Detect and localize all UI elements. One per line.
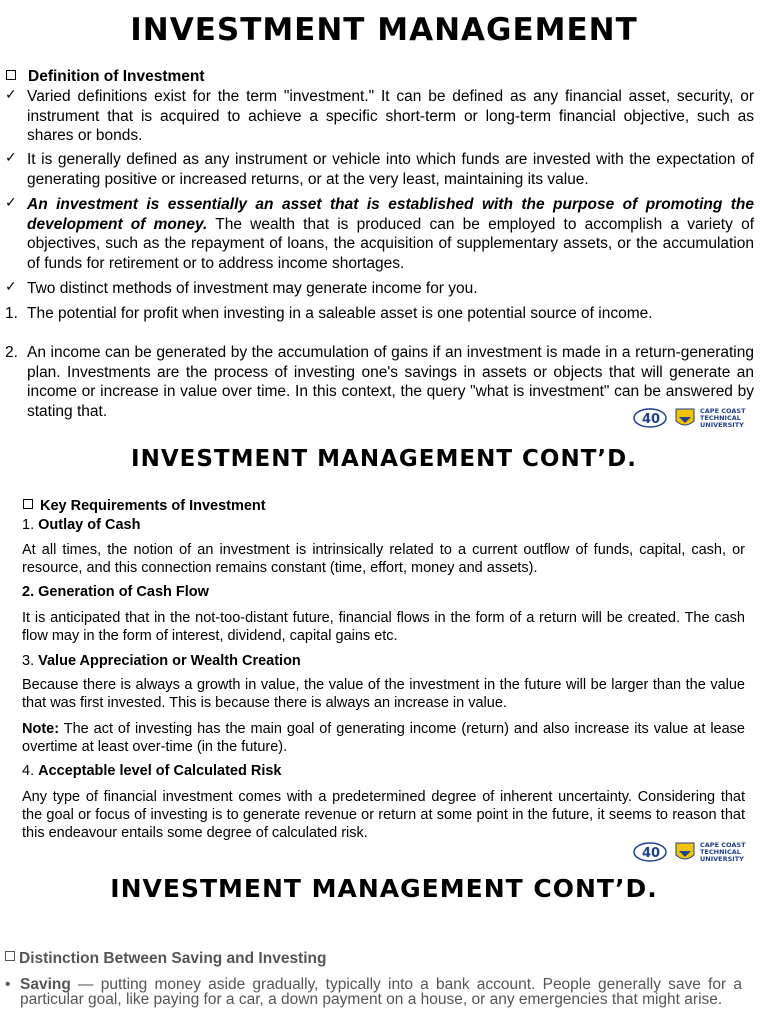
logo-line-1: CAPE COAST [700, 841, 746, 849]
slide-3-title: INVESTMENT MANAGEMENT CONT’D. [110, 874, 658, 903]
requirement-3-title: Value Appreciation or Wealth Creation [38, 653, 301, 669]
check-icon: ✓ [5, 150, 17, 166]
bullet-marker: • [5, 976, 11, 993]
requirement-3-text: Because there is always a growth in value, the value of the investment in the future will be larger than the value that was first invested. This is because there is always an increase in value. [22, 677, 745, 711]
section-heading-definition: Definition of Investment [28, 68, 205, 85]
cctu-logo-graphic [632, 404, 762, 432]
anniversary-mark: 40 [642, 846, 661, 861]
slide-2-title: INVESTMENT MANAGEMENT CONT’D. [131, 446, 637, 472]
slide-1 [0, 0, 768, 430]
checkbox-icon [23, 496, 33, 514]
section-heading-distinction: Distinction Between Saving and Investing [19, 950, 327, 967]
section-heading-requirements: Key Requirements of Investment [40, 498, 266, 514]
check-icon: ✓ [5, 195, 17, 211]
requirement-4-heading [22, 762, 282, 780]
university-logo [632, 404, 762, 432]
logo-line-3: UNIVERSITY [700, 855, 744, 863]
bullet-3 [27, 195, 754, 273]
bullet-2: It is generally defined as any instrument or vehicle into which funds are invested with the expectation of generating positive or increased returns, or at the very least, maintaining its value. [27, 151, 754, 188]
requirement-1-number: 1. [22, 517, 35, 533]
slide-1-title: INVESTMENT MANAGEMENT [130, 12, 638, 48]
anniversary-mark: 40 [642, 412, 661, 427]
note-text [22, 720, 745, 756]
requirement-4-text: Any type of financial investment comes with a predetermined degree of inherent uncertainty. Considering that the goal or focus of investing is to generate revenue or return at some point in the future, it seems to reason that this endeavour entails some degree of calculated risk. [22, 789, 745, 841]
numbered-2-text: An income can be generated by the accumulation of gains if an investment is made in a return-generating plan. Investments are the process of investing one's savings in assets or objects that will generate an income or increase in value over time. In this context, the query "what is investment" can be answered by stating that. [27, 344, 754, 420]
slide-2 [0, 430, 768, 863]
note-label: Note: [22, 721, 60, 737]
requirement-1-heading [22, 516, 140, 534]
note-body: The act of investing has the main goal of generating income (return) and also increase its value at lease overtime at least over-time (in the future). [22, 721, 745, 755]
saving-label: Saving [20, 976, 71, 993]
bullet-3-emphasis: An investment is essentially an asset that is established with the purpose of promoting the development of money. [27, 196, 754, 233]
checkbox-icon [5, 948, 15, 966]
numbered-1-number: 1. [5, 305, 18, 322]
logo-line-2: TECHNICAL [700, 848, 741, 856]
requirement-2-title: 2. Generation of Cash Flow [22, 584, 209, 600]
checkbox-icon [6, 67, 16, 87]
check-icon: ✓ [5, 279, 17, 295]
logo-line-1: CAPE COAST [700, 407, 746, 415]
bullet-1: Varied definitions exist for the term "investment." It can be defined as any financial asset, security, or instrument that is acquired to achieve a specific short-term or long-term financial objective, such as shares or bonds. [27, 88, 754, 144]
requirement-1-title: Outlay of Cash [38, 517, 141, 533]
requirement-1-text: At all times, the notion of an investment is intrinsically related to a current outflow of funds, capital, cash, or resource, and this connection remains constant (time, effort, money and assets). [22, 542, 745, 576]
requirement-3-number: 3. [22, 653, 35, 669]
requirement-4-number: 4. [22, 763, 35, 779]
saving-text: — putting money aside gradually, typically into a bank account. People generally save for a particular goal, like paying for a car, a down payment on a house, or any emergencies that might arise. [20, 976, 742, 1008]
requirement-2-text: It is anticipated that in the not-too-distant future, financial flows in the form of a return will be created. The cash flow may in the form of interest, dividend, capital gains etc. [22, 610, 745, 644]
numbered-1-text: The potential for profit when investing in a saleable asset is one potential source of income. [27, 305, 653, 322]
saving-definition [20, 977, 742, 1007]
logo-line-2: TECHNICAL [700, 414, 741, 422]
bullet-4: Two distinct methods of investment may generate income for you. [27, 280, 478, 297]
numbered-2-number: 2. [5, 344, 18, 361]
requirement-3-heading [22, 652, 301, 670]
logo-line-3: UNIVERSITY [700, 421, 744, 429]
requirement-4-title: Acceptable level of Calculated Risk [38, 763, 282, 779]
bullet-3-rest: The wealth that is produced can be employed to accomplish a variety of objectives, such as the repayment of loans, the acquisition of supplementary assets, or the accumulation of funds for retirement or to address income shortages. [27, 215, 754, 272]
slide-3 [0, 860, 768, 1024]
check-icon: ✓ [5, 87, 17, 103]
